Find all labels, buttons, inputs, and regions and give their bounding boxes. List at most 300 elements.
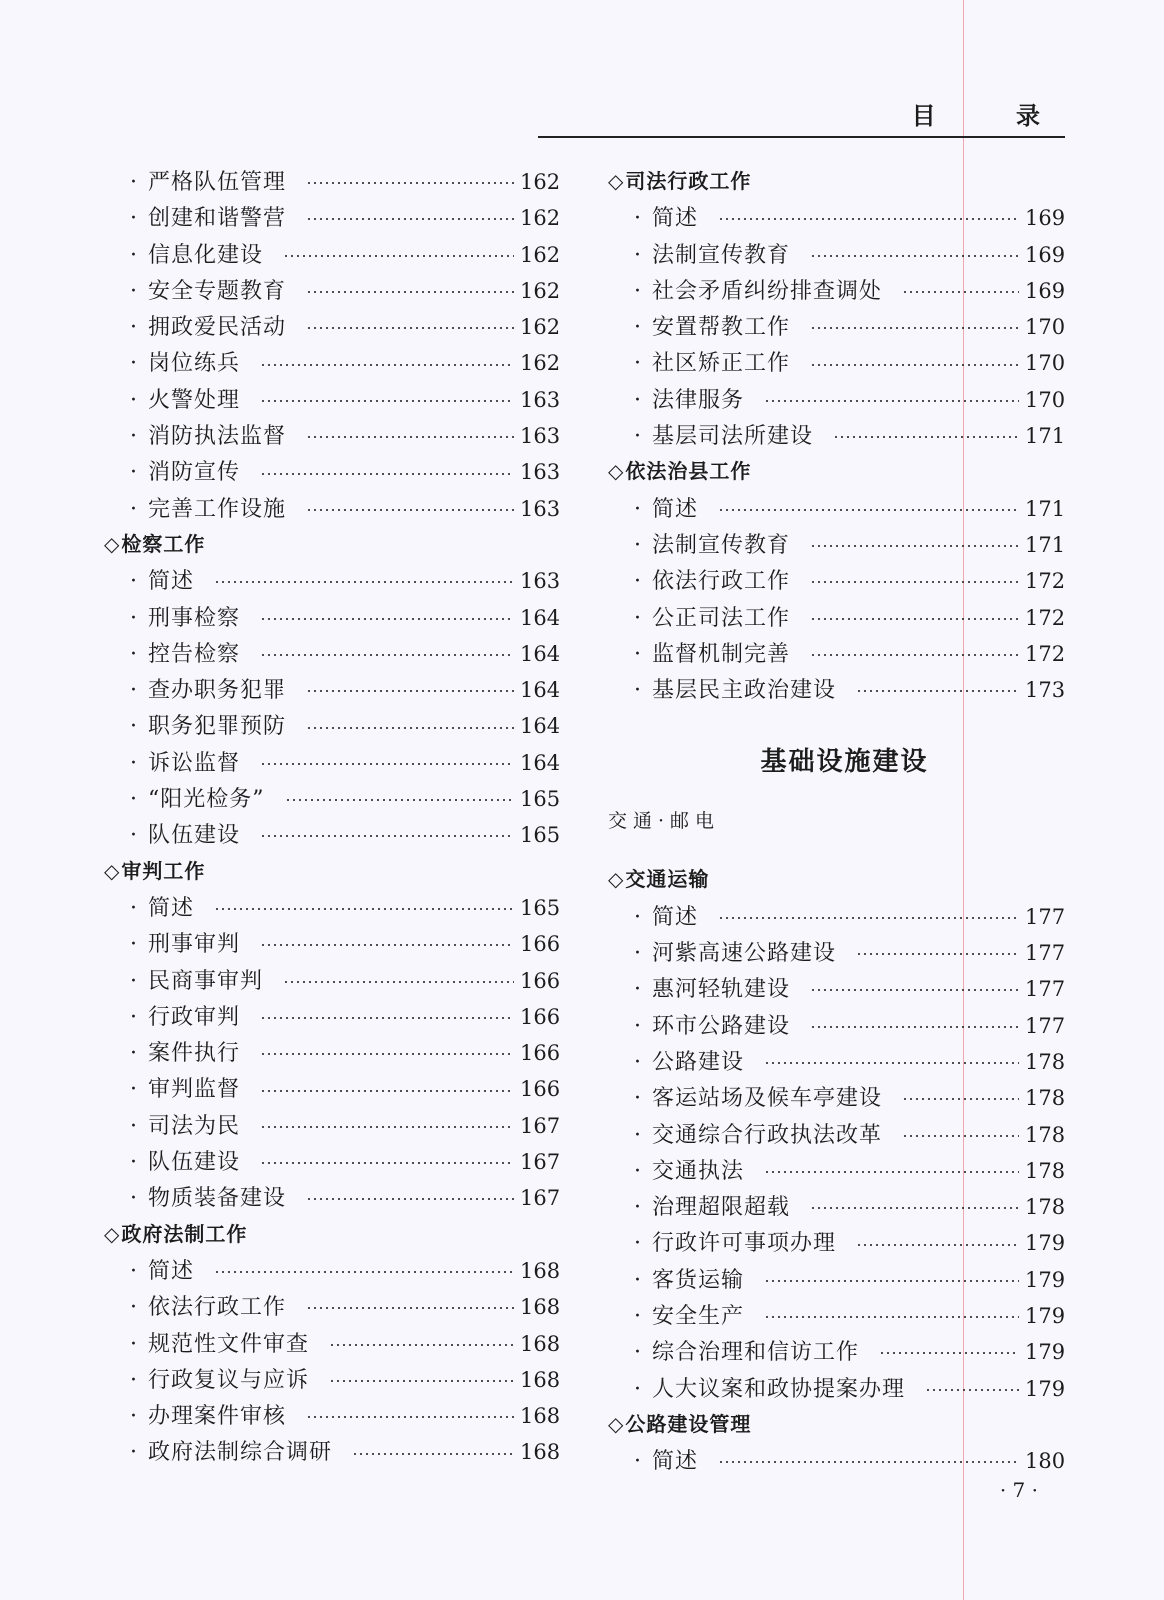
entry-page-number: 162 [520, 206, 561, 231]
entry-label: 简述 [148, 1258, 195, 1284]
entry-page-number: 168 [520, 1331, 561, 1356]
entry-label: 消防宣传 [148, 460, 241, 486]
bullet-icon: · [130, 170, 137, 195]
dot-leader [718, 218, 1019, 220]
bullet-icon: · [130, 1440, 137, 1466]
toc-section-heading [104, 1218, 556, 1254]
entry-label: 拥政爱民活动 [148, 315, 287, 341]
entry-label: 安置帮教工作 [652, 315, 791, 341]
dot-leader [764, 1062, 1019, 1064]
toc-entry [104, 383, 561, 419]
toc-entry [104, 238, 561, 274]
toc-entry [608, 528, 1066, 564]
bullet-icon: · [130, 278, 137, 304]
dot-leader [306, 1307, 514, 1309]
dot-leader [879, 1352, 1019, 1354]
entry-page-number: 180 [1025, 1449, 1066, 1474]
bullet-icon: · [130, 496, 137, 522]
toc-entry [608, 1118, 1066, 1154]
dot-leader [810, 327, 1019, 329]
toc-entry [104, 1145, 561, 1181]
toc-entry [608, 637, 1066, 673]
bullet-icon: · [130, 351, 137, 377]
toc-entry [608, 601, 1066, 637]
toc-entry [104, 1435, 561, 1471]
toc-entry [104, 1363, 561, 1399]
entry-label: 简述 [148, 895, 195, 921]
bullet-icon: · [130, 1041, 137, 1067]
dot-leader [260, 1162, 514, 1164]
entry-page-number: 166 [520, 1004, 561, 1029]
dot-leader [764, 1316, 1019, 1318]
entry-page-number: 179 [1025, 1267, 1066, 1292]
dot-leader [306, 182, 514, 184]
toc-section-heading [104, 528, 556, 564]
toc-entry [608, 936, 1066, 972]
bullet-icon: · [130, 932, 137, 958]
bullet-icon: · [130, 569, 137, 595]
dot-leader [260, 1090, 514, 1092]
dot-leader [260, 835, 514, 837]
toc-entry [104, 310, 561, 346]
entry-page-number: 162 [520, 315, 561, 340]
toc-entry [608, 1372, 1066, 1408]
toc-entry [608, 972, 1066, 1008]
bullet-icon: · [130, 424, 137, 450]
entry-page-number: 165 [520, 787, 561, 812]
entry-label: 查办职务犯罪 [148, 678, 287, 704]
entry-page-number: 179 [1025, 1304, 1066, 1329]
dot-leader [260, 1053, 514, 1055]
dot-leader [285, 799, 515, 801]
entry-page-number: 172 [1025, 605, 1066, 630]
toc-entry [608, 492, 1066, 528]
toc-entry [104, 455, 561, 491]
entry-page-number: 162 [520, 242, 561, 267]
entry-page-number: 168 [520, 1367, 561, 1392]
dot-leader [214, 581, 514, 583]
toc-entry [608, 564, 1066, 600]
toc-entry [104, 1290, 561, 1326]
bullet-icon: · [130, 641, 137, 667]
entry-label: 社会矛盾纠纷排查调处 [652, 278, 883, 304]
dot-leader [260, 654, 514, 656]
bullet-icon: · [130, 1295, 137, 1321]
dot-leader [306, 1198, 514, 1200]
toc-section-heading [608, 1408, 1061, 1444]
entry-page-number: 173 [1025, 678, 1066, 703]
bullet-icon: · [130, 1113, 137, 1139]
entry-page-number: 163 [520, 460, 561, 485]
entry-label: 火警处理 [148, 387, 241, 413]
bullet-icon: · [130, 968, 137, 994]
toc-entry [608, 274, 1066, 310]
bullet-icon: · [130, 750, 137, 776]
dot-leader [856, 953, 1019, 955]
entry-page-number: 171 [1025, 532, 1066, 557]
dot-leader [214, 1271, 514, 1273]
entry-label: 行政复议与应诉 [148, 1367, 310, 1393]
dot-leader [283, 255, 514, 257]
toc-entry [104, 201, 561, 237]
bullet-icon: · [634, 1086, 641, 1112]
bullet-icon: · [634, 977, 641, 1003]
entry-label: “阳光检务” [148, 787, 265, 813]
page-number: · 7 · [999, 1478, 1038, 1502]
entry-label: 惠河轻轨建设 [652, 977, 791, 1003]
dot-leader [260, 1017, 514, 1019]
entry-label: 简述 [652, 206, 699, 232]
dot-leader [283, 981, 514, 983]
entry-label: 政府法制综合调研 [148, 1440, 333, 1466]
entry-page-number: 170 [1025, 351, 1066, 376]
entry-page-number: 178 [1025, 1049, 1066, 1074]
entry-page-number: 177 [1025, 904, 1066, 929]
entry-page-number: 163 [520, 569, 561, 594]
bullet-icon: · [634, 1049, 641, 1075]
toc-entry [608, 419, 1066, 455]
bullet-icon: · [130, 206, 137, 232]
bullet-icon: · [130, 678, 137, 704]
dot-leader [810, 989, 1019, 991]
dot-leader [902, 291, 1019, 293]
bullet-icon: · [634, 1449, 641, 1475]
diamond-icon: ◇ [104, 531, 120, 556]
toc-entry [608, 1009, 1066, 1045]
entry-page-number: 166 [520, 968, 561, 993]
entry-page-number: 164 [520, 641, 561, 666]
toc-entry [104, 1000, 561, 1036]
diamond-icon: ◇ [608, 459, 624, 484]
entry-label: 治理超限超载 [652, 1195, 791, 1221]
dot-leader [764, 1171, 1019, 1173]
entry-page-number: 165 [520, 895, 561, 920]
diamond-icon: ◇ [608, 169, 624, 193]
toc-entry [608, 346, 1066, 382]
entry-label: 职务犯罪预防 [148, 714, 287, 740]
dot-leader [718, 509, 1019, 511]
entry-page-number: 163 [520, 496, 561, 521]
toc-entry [608, 1226, 1066, 1262]
entry-page-number: 163 [520, 387, 561, 412]
bullet-icon: · [634, 1195, 641, 1221]
toc-left-column [104, 165, 561, 1472]
entry-label: 诉讼监督 [148, 750, 241, 776]
entry-label: 刑事检察 [148, 605, 241, 631]
entry-page-number: 167 [520, 1113, 561, 1138]
entry-label: 行政许可事项办理 [652, 1231, 837, 1257]
entry-page-number: 162 [520, 351, 561, 376]
toc-entry [104, 601, 561, 637]
bullet-icon: · [634, 1158, 641, 1184]
dot-leader [329, 1380, 514, 1382]
toc-entry [608, 1081, 1066, 1117]
dot-leader [833, 436, 1019, 438]
entry-page-number: 162 [520, 170, 561, 194]
entry-label: 基层司法所建设 [652, 424, 814, 450]
entry-page-number: 178 [1025, 1086, 1066, 1111]
entry-page-number: 167 [520, 1150, 561, 1175]
toc-entry [104, 891, 561, 927]
toc-list [104, 165, 561, 1472]
entry-page-number: 162 [520, 278, 561, 303]
dot-leader [902, 1135, 1019, 1137]
entry-page-number: 178 [1025, 1158, 1066, 1183]
entry-page-number: 165 [520, 823, 561, 848]
dot-leader [329, 1344, 514, 1346]
entry-label: 基层民主政治建设 [652, 678, 837, 704]
entry-label: 简述 [652, 904, 699, 930]
section-label: 公路建设管理 [625, 1411, 752, 1436]
entry-label: 控告检察 [148, 641, 241, 667]
bullet-icon: · [130, 1186, 137, 1212]
bullet-icon: · [634, 206, 641, 232]
section-label: 政府法制工作 [121, 1221, 248, 1246]
entry-label: 岗位练兵 [148, 351, 241, 377]
toc-entry [608, 1335, 1066, 1371]
bullet-icon: · [634, 941, 641, 967]
toc-entry [104, 419, 561, 455]
dot-leader [260, 473, 514, 475]
bullet-icon: · [130, 1331, 137, 1357]
toc-entry [104, 637, 561, 673]
bullet-icon: · [130, 1077, 137, 1103]
entry-label: 案件执行 [148, 1041, 241, 1067]
dot-leader [856, 1244, 1019, 1246]
entry-page-number: 169 [1025, 206, 1066, 231]
dot-leader [718, 1461, 1019, 1463]
entry-page-number: 169 [1025, 242, 1066, 267]
header-rule [538, 136, 1065, 138]
entry-label: 人大议案和政协提案办理 [652, 1376, 906, 1402]
entry-page-number: 177 [1025, 977, 1066, 1002]
section-label: 司法行政工作 [625, 169, 752, 193]
bullet-icon: · [634, 387, 641, 413]
dot-leader [810, 1026, 1019, 1028]
entry-page-number: 167 [520, 1186, 561, 1211]
toc-entry [104, 274, 561, 310]
page-header: 目 录 [911, 102, 1076, 130]
bullet-icon: · [634, 278, 641, 304]
toc-section-heading [608, 455, 1061, 491]
entry-label: 客运站场及候车亭建设 [652, 1086, 883, 1112]
entry-label: 法制宣传教育 [652, 242, 791, 268]
entry-label: 环市公路建设 [652, 1013, 791, 1039]
dot-leader [902, 1098, 1019, 1100]
entry-page-number: 166 [520, 1077, 561, 1102]
toc-entry [104, 927, 561, 963]
bullet-icon: · [130, 1367, 137, 1393]
section-label: 审判工作 [121, 858, 206, 883]
entry-page-number: 168 [520, 1440, 561, 1465]
entry-label: 安全生产 [652, 1304, 745, 1330]
entry-label: 创建和谐警营 [148, 206, 287, 232]
entry-page-number: 171 [1025, 496, 1066, 521]
entry-page-number: 179 [1025, 1340, 1066, 1365]
toc-entry [608, 383, 1066, 419]
entry-page-number: 171 [1025, 424, 1066, 449]
entry-label: 民商事审判 [148, 968, 264, 994]
entry-label: 队伍建设 [148, 1150, 241, 1176]
toc-entry [104, 709, 561, 745]
bullet-icon: · [634, 569, 641, 595]
bullet-icon: · [634, 1340, 641, 1366]
toc-entry [104, 1399, 561, 1435]
toc-entry [608, 1045, 1066, 1081]
bullet-icon: · [634, 424, 641, 450]
toc-entry [104, 964, 561, 1000]
entry-label: 严格队伍管理 [148, 170, 287, 195]
dot-leader [306, 509, 514, 511]
dot-leader [306, 690, 514, 692]
entry-label: 监督机制完善 [652, 641, 791, 667]
part-title: 基础设施建设 [760, 747, 929, 778]
entry-label: 依法行政工作 [652, 569, 791, 595]
entry-page-number: 164 [520, 750, 561, 775]
bullet-icon: · [634, 1122, 641, 1148]
entry-label: 完善工作设施 [148, 496, 287, 522]
sub-title: 交通·邮电 [608, 810, 721, 833]
entry-page-number: 164 [520, 605, 561, 630]
bullet-icon: · [634, 496, 641, 522]
bullet-icon: · [130, 1004, 137, 1030]
entry-page-number: 169 [1025, 278, 1066, 303]
section-label: 检察工作 [121, 531, 206, 556]
dot-leader [260, 618, 514, 620]
entry-label: 社区矫正工作 [652, 351, 791, 377]
toc-entry [104, 818, 561, 854]
dot-leader [306, 327, 514, 329]
bullet-icon: · [130, 714, 137, 740]
entry-page-number: 172 [1025, 569, 1066, 594]
bullet-icon: · [634, 242, 641, 268]
entry-label: 法制宣传教育 [652, 532, 791, 558]
entry-label: 办理案件审核 [148, 1404, 287, 1430]
toc-entry [608, 1190, 1066, 1226]
entry-page-number: 178 [1025, 1122, 1066, 1147]
bullet-icon: · [634, 351, 641, 377]
dot-leader [260, 364, 514, 366]
entry-label: 客货运输 [652, 1267, 745, 1293]
toc-entry [104, 746, 561, 782]
bullet-icon: · [634, 641, 641, 667]
dot-leader [810, 364, 1019, 366]
dot-leader [260, 763, 514, 765]
dot-leader [260, 400, 514, 402]
dot-leader [306, 727, 514, 729]
toc-entry [608, 900, 1066, 936]
entry-label: 河紫高速公路建设 [652, 941, 837, 967]
entry-page-number: 164 [520, 678, 561, 703]
entry-page-number: 168 [520, 1295, 561, 1320]
toc-entry [608, 201, 1066, 237]
entry-page-number: 168 [520, 1404, 561, 1429]
bullet-icon: · [130, 242, 137, 268]
bullet-icon: · [634, 1267, 641, 1293]
entry-label: 简述 [148, 569, 195, 595]
toc-entry [104, 1254, 561, 1290]
toc-entry [104, 165, 561, 201]
toc-entry [608, 1444, 1066, 1480]
bullet-icon: · [634, 1231, 641, 1257]
entry-label: 公路建设 [652, 1049, 745, 1075]
entry-page-number: 170 [1025, 387, 1066, 412]
entry-label: 安全专题教育 [148, 278, 287, 304]
entry-page-number: 178 [1025, 1195, 1066, 1220]
toc-entry [104, 346, 561, 382]
toc-section-heading [608, 165, 1061, 201]
toc-entry [608, 238, 1066, 274]
entry-label: 法律服务 [652, 387, 745, 413]
entry-page-number: 177 [1025, 941, 1066, 966]
entry-label: 消防执法监督 [148, 424, 287, 450]
entry-label: 刑事审判 [148, 932, 241, 958]
toc-entry [104, 1036, 561, 1072]
dot-leader [810, 255, 1019, 257]
toc-entry [608, 310, 1066, 346]
entry-label: 简述 [652, 496, 699, 522]
section-label: 交通运输 [625, 867, 710, 892]
bullet-icon: · [130, 1150, 137, 1176]
dot-leader [718, 917, 1019, 919]
entry-label: 队伍建设 [148, 823, 241, 849]
toc-entry [104, 1072, 561, 1108]
entry-label: 交通执法 [652, 1158, 745, 1184]
toc-entry [104, 492, 561, 528]
bullet-icon: · [130, 605, 137, 631]
bullet-icon: · [130, 315, 137, 341]
dot-leader [810, 1207, 1019, 1209]
bullet-icon: · [130, 787, 137, 813]
diamond-icon: ◇ [608, 1411, 624, 1436]
entry-label: 信息化建设 [148, 242, 264, 268]
dot-leader [925, 1389, 1019, 1391]
toc-entry [104, 564, 561, 600]
dot-leader [352, 1453, 514, 1455]
dot-leader [306, 291, 514, 293]
toc-entry [104, 1327, 561, 1363]
entry-label: 依法行政工作 [148, 1295, 287, 1321]
bullet-icon: · [634, 532, 641, 558]
toc-entry [608, 673, 1066, 709]
dot-leader [856, 690, 1019, 692]
dot-leader [810, 618, 1019, 620]
bullet-icon: · [634, 678, 641, 704]
dot-leader [764, 400, 1019, 402]
bullet-icon: · [130, 1404, 137, 1430]
entry-page-number: 179 [1025, 1376, 1066, 1401]
dot-leader [306, 436, 514, 438]
bullet-icon: · [130, 387, 137, 413]
dot-leader [306, 218, 514, 220]
entry-page-number: 163 [520, 424, 561, 449]
entry-page-number: 179 [1025, 1231, 1066, 1256]
toc-entry [104, 1109, 561, 1145]
diamond-icon: ◇ [104, 858, 120, 883]
dot-leader [810, 654, 1019, 656]
entry-page-number: 172 [1025, 641, 1066, 666]
bullet-icon: · [634, 904, 641, 930]
bullet-icon: · [634, 1304, 641, 1330]
entry-label: 简述 [652, 1449, 699, 1475]
entry-page-number: 177 [1025, 1013, 1066, 1038]
bullet-icon: · [130, 823, 137, 849]
entry-page-number: 170 [1025, 315, 1066, 340]
dot-leader [810, 581, 1019, 583]
diamond-icon: ◇ [104, 1221, 120, 1246]
entry-label: 行政审判 [148, 1004, 241, 1030]
entry-label: 审判监督 [148, 1077, 241, 1103]
